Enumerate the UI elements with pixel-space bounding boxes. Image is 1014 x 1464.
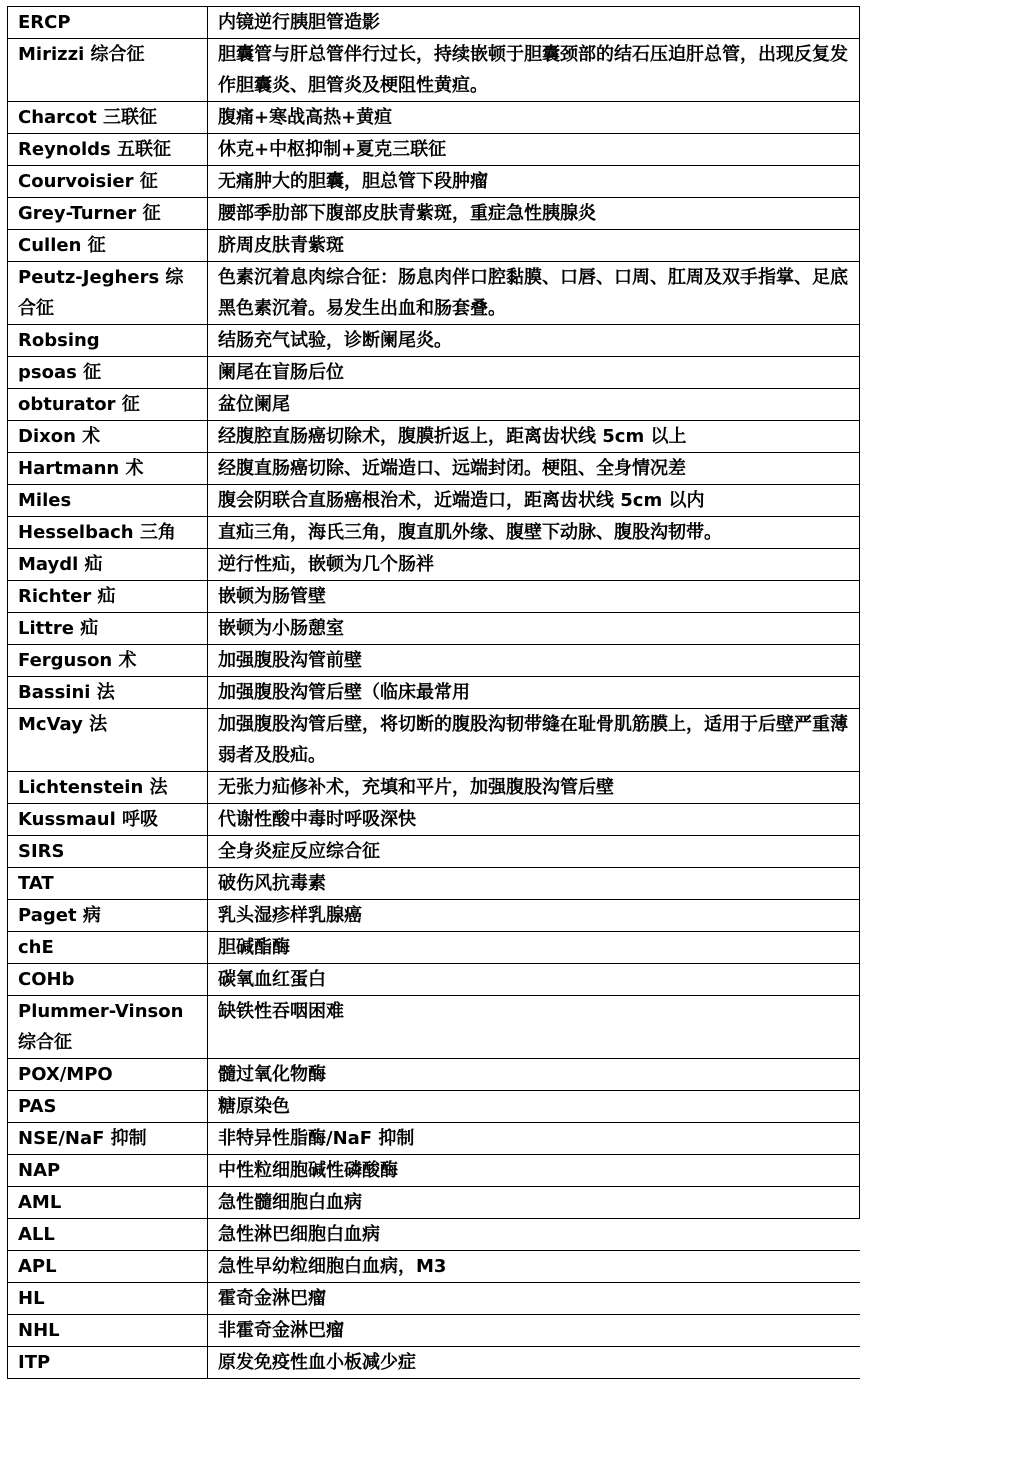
table-row [8,134,860,166]
description-cell: 原发免疫性血小板减少症 [208,1347,860,1379]
term-cell: Paget 病 [8,900,208,932]
table-row [8,645,860,677]
description-cell: 髓过氧化物酶 [208,1059,860,1091]
table-row [8,900,860,932]
description-cell: 霍奇金淋巴瘤 [208,1283,860,1315]
table-row [8,1283,860,1315]
description-cell: 急性淋巴细胞白血病 [208,1219,860,1251]
table-row [8,996,860,1059]
term-cell: Kussmaul 呼吸 [8,804,208,836]
term-cell: Peutz-Jeghers 综合征 [8,262,208,325]
glossary-table [7,6,860,1379]
table-row [8,613,860,645]
term-cell: Plummer-Vinson 综合征 [8,996,208,1059]
description-cell: 乳头湿疹样乳腺癌 [208,900,860,932]
table-row [8,964,860,996]
table-row [8,198,860,230]
description-cell: 糖原染色 [208,1091,860,1123]
table-row [8,357,860,389]
term-cell: ERCP [8,7,208,39]
term-cell: Bassini 法 [8,677,208,709]
term-cell: psoas 征 [8,357,208,389]
description-cell: 急性髓细胞白血病 [208,1187,860,1219]
table-row [8,677,860,709]
description-cell: 破伤风抗毒素 [208,868,860,900]
term-cell: AML [8,1187,208,1219]
table-row [8,1091,860,1123]
description-cell: 休克+中枢抑制+夏克三联征 [208,134,860,166]
term-cell: Courvoisier 征 [8,166,208,198]
description-cell: 经腹腔直肠癌切除术，腹膜折返上，距离齿状线 5cm 以上 [208,421,860,453]
description-cell: 脐周皮肤青紫斑 [208,230,860,262]
table-row [8,1315,860,1347]
term-cell: Ferguson 术 [8,645,208,677]
term-cell: Maydl 疝 [8,549,208,581]
term-cell: Hartmann 术 [8,453,208,485]
term-cell: Mirizzi 综合征 [8,39,208,102]
term-cell: SIRS [8,836,208,868]
description-cell: 缺铁性吞咽困难 [208,996,860,1059]
term-cell: NAP [8,1155,208,1187]
term-cell: COHb [8,964,208,996]
description-cell: 胆囊管与肝总管伴行过长，持续嵌顿于胆囊颈部的结石压迫肝总管，出现反复发作胆囊炎、胆管炎及梗阻性黄疸。 [208,39,860,102]
description-cell: 加强腹股沟管后壁（临床最常用 [208,677,860,709]
description-cell: 代谢性酸中毒时呼吸深快 [208,804,860,836]
term-cell: Cullen 征 [8,230,208,262]
table-row [8,836,860,868]
table-row [8,485,860,517]
term-cell: Richter 疝 [8,581,208,613]
description-cell: 嵌顿为小肠憩室 [208,613,860,645]
table-row [8,7,860,39]
term-cell: APL [8,1251,208,1283]
table-row [8,230,860,262]
description-cell: 加强腹股沟管后壁，将切断的腹股沟韧带缝在耻骨肌筋膜上，适用于后壁严重薄弱者及股疝。 [208,709,860,772]
description-cell: 盆位阑尾 [208,389,860,421]
table-row [8,868,860,900]
table-row [8,421,860,453]
table-row [8,325,860,357]
term-cell: NSE/NaF 抑制 [8,1123,208,1155]
description-cell: 直疝三角，海氏三角，腹直肌外缘、腹壁下动脉、腹股沟韧带。 [208,517,860,549]
term-cell: obturator 征 [8,389,208,421]
description-cell: 腹会阴联合直肠癌根治术，近端造口，距离齿状线 5cm 以内 [208,485,860,517]
table-row [8,1251,860,1283]
term-cell: Littre 疝 [8,613,208,645]
term-cell: ALL [8,1219,208,1251]
table-row [8,102,860,134]
term-cell: TAT [8,868,208,900]
table-row [8,1123,860,1155]
description-cell: 嵌顿为肠管壁 [208,581,860,613]
table-row [8,804,860,836]
term-cell: Robsing [8,325,208,357]
table-row [8,549,860,581]
term-cell: Miles [8,485,208,517]
table-row [8,581,860,613]
description-cell: 腹痛+寒战高热+黄疸 [208,102,860,134]
term-cell: McVay 法 [8,709,208,772]
table-row [8,1187,860,1219]
term-cell: Dixon 术 [8,421,208,453]
description-cell: 胆碱酯酶 [208,932,860,964]
table-row [8,1219,860,1251]
description-cell: 无张力疝修补术，充填和平片，加强腹股沟管后壁 [208,772,860,804]
description-cell: 加强腹股沟管前壁 [208,645,860,677]
term-cell: POX/MPO [8,1059,208,1091]
term-cell: ITP [8,1347,208,1379]
description-cell: 急性早幼粒细胞白血病，M3 [208,1251,860,1283]
term-cell: Hesselbach 三角 [8,517,208,549]
description-cell: 非特异性脂酶/NaF 抑制 [208,1123,860,1155]
term-cell: Charcot 三联征 [8,102,208,134]
term-cell: NHL [8,1315,208,1347]
term-cell: PAS [8,1091,208,1123]
table-row [8,1059,860,1091]
term-cell: chE [8,932,208,964]
table-row [8,453,860,485]
table-row [8,517,860,549]
table-row [8,166,860,198]
description-cell: 中性粒细胞碱性磷酸酶 [208,1155,860,1187]
term-cell: Lichtenstein 法 [8,772,208,804]
term-cell: HL [8,1283,208,1315]
table-row [8,262,860,325]
table-row [8,1347,860,1379]
description-cell: 内镜逆行胰胆管造影 [208,7,860,39]
description-cell: 逆行性疝，嵌顿为几个肠袢 [208,549,860,581]
description-cell: 碳氧血红蛋白 [208,964,860,996]
table-row [8,709,860,772]
description-cell: 经腹直肠癌切除、近端造口、远端封闭。梗阻、全身情况差 [208,453,860,485]
description-cell: 无痛肿大的胆囊，胆总管下段肿瘤 [208,166,860,198]
table-row [8,772,860,804]
description-cell: 色素沉着息肉综合征：肠息肉伴口腔黏膜、口唇、口周、肛周及双手指掌、足底黑色素沉着。易发生出血和肠套叠。 [208,262,860,325]
table-row [8,932,860,964]
description-cell: 结肠充气试验，诊断阑尾炎。 [208,325,860,357]
description-cell: 全身炎症反应综合征 [208,836,860,868]
description-cell: 腰部季肋部下腹部皮肤青紫斑，重症急性胰腺炎 [208,198,860,230]
description-cell: 阑尾在盲肠后位 [208,357,860,389]
table-row [8,39,860,102]
table-row [8,1155,860,1187]
description-cell: 非霍奇金淋巴瘤 [208,1315,860,1347]
term-cell: Grey-Turner 征 [8,198,208,230]
term-cell: Reynolds 五联征 [8,134,208,166]
table-row [8,389,860,421]
